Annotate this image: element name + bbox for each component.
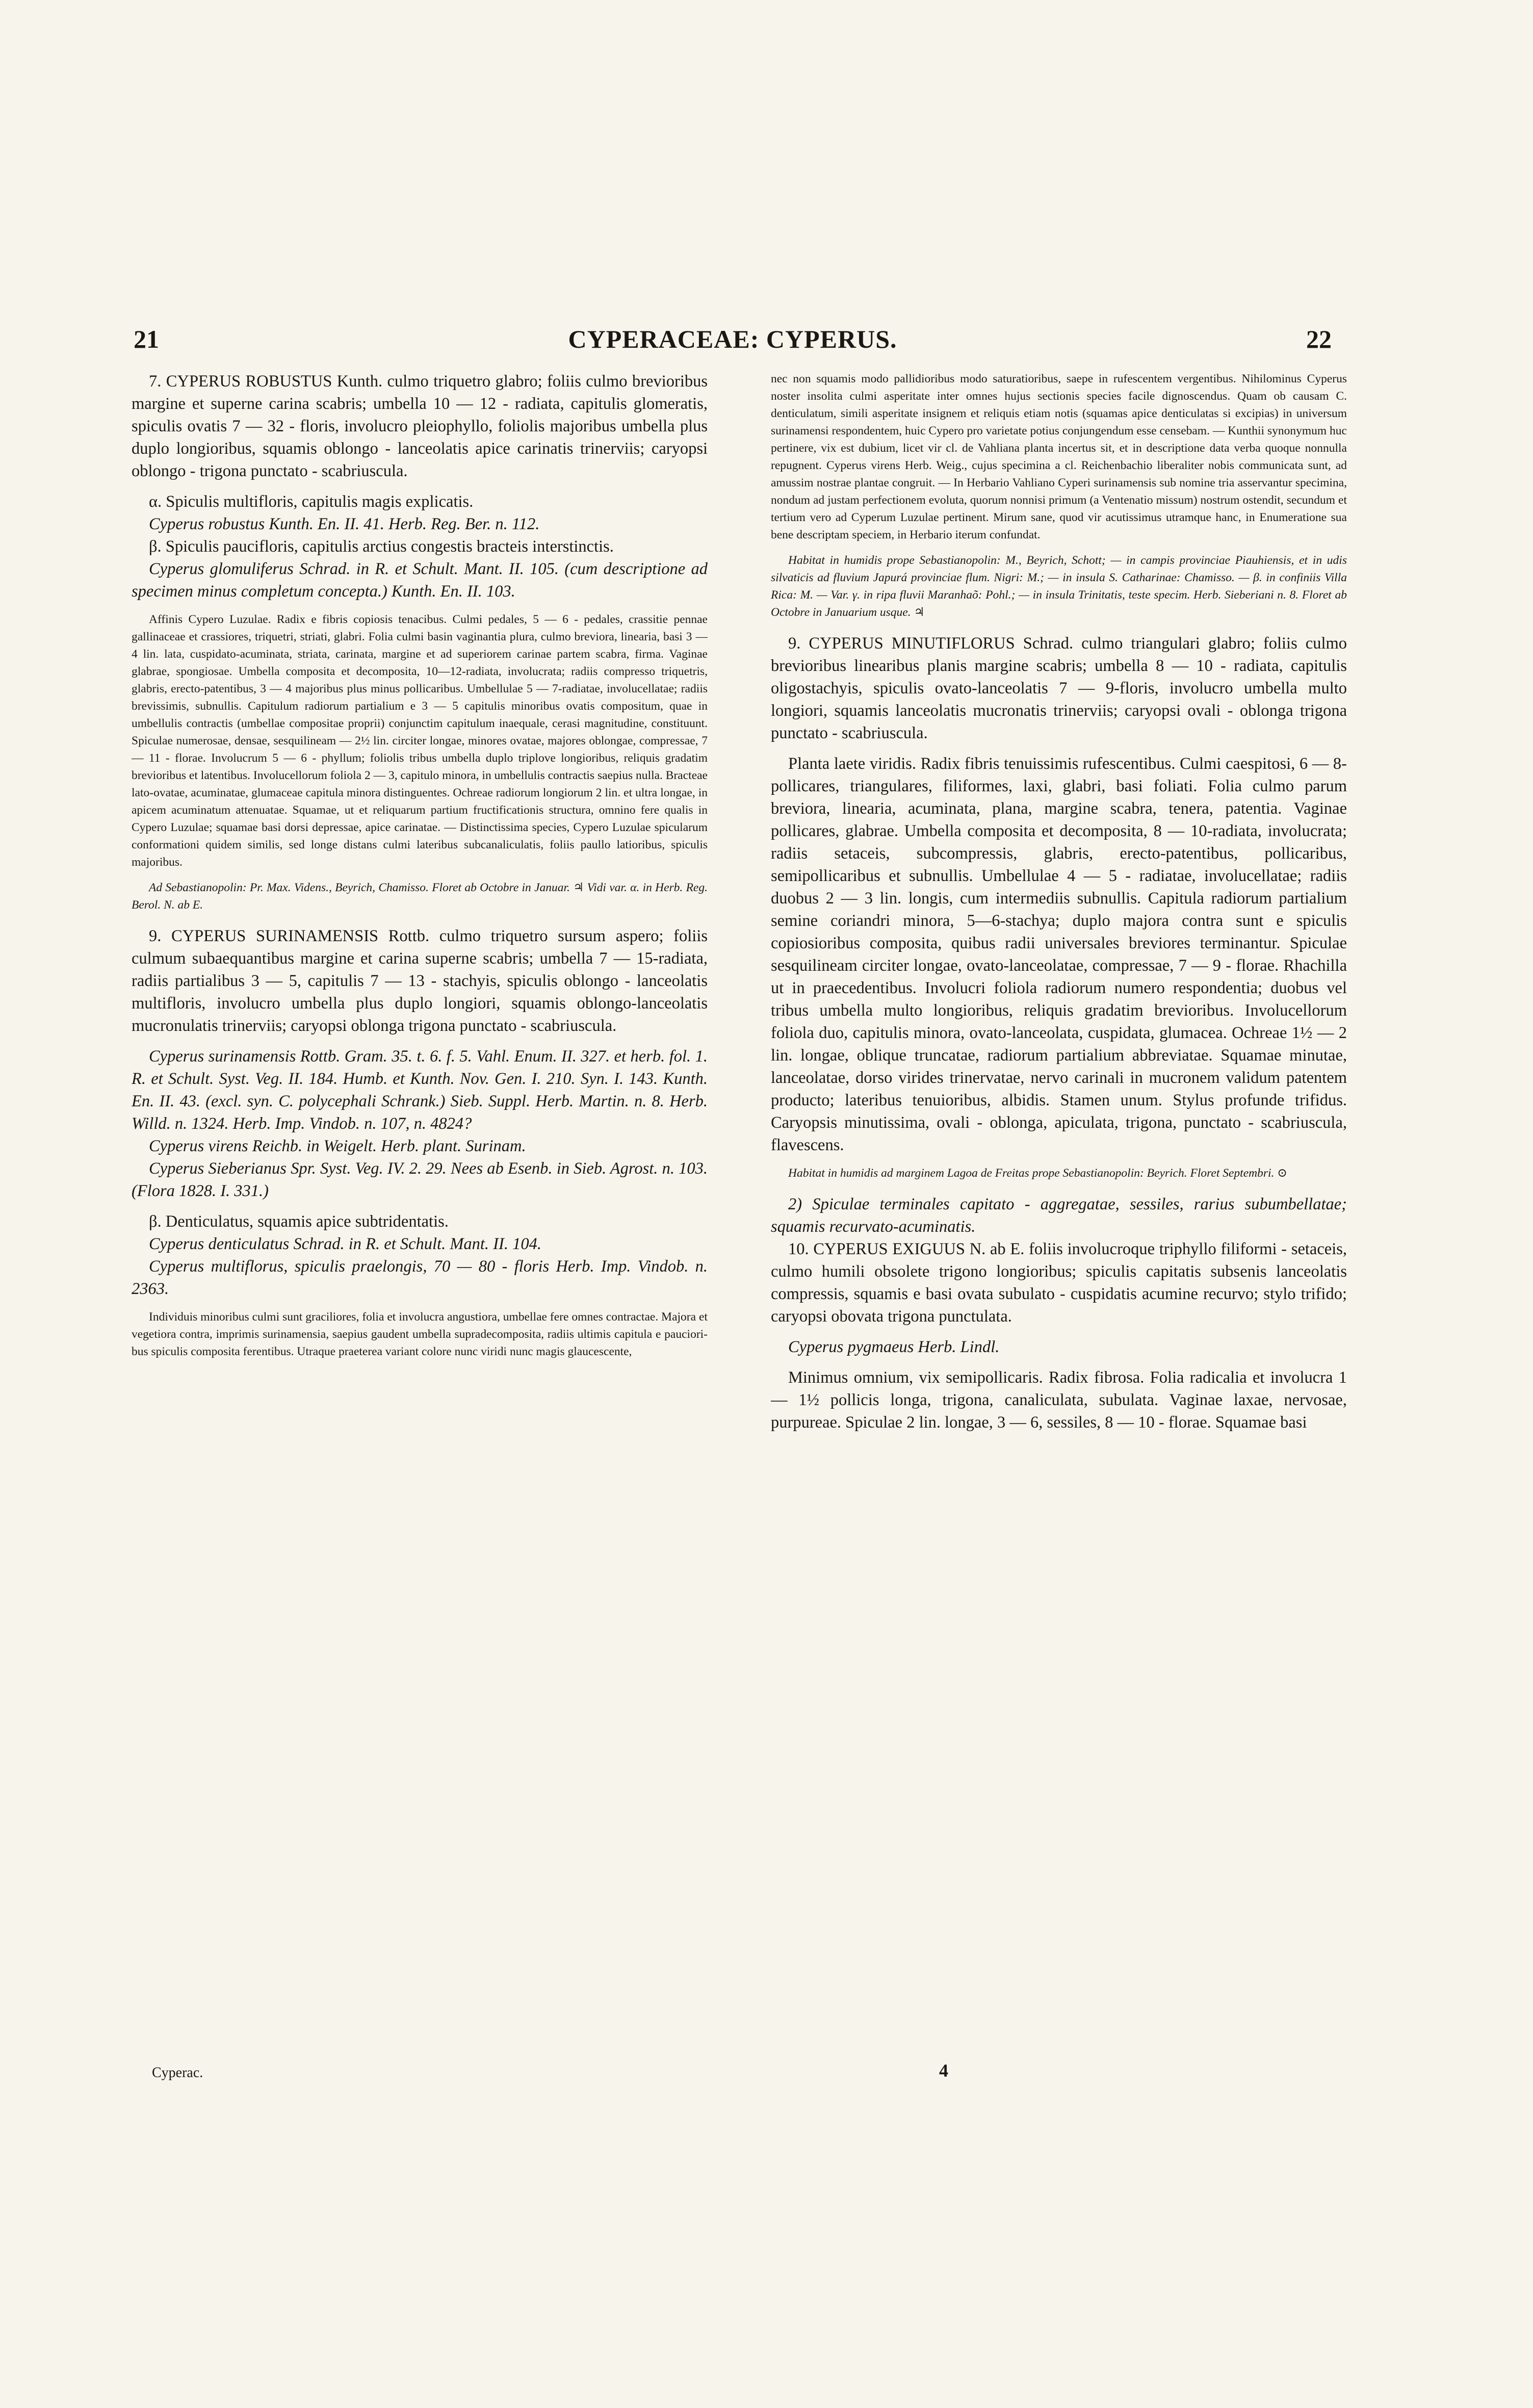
description-minutiflorus: Planta laete viridis. Radix fibris tenuissimis rufescentibus. Culmi caespitosi, 6 — 8-pollicares, triangulares, filiformes, laxi, glabri, basi foliati. Folia culmo parum breviora, linearia, acuminata, plana, margine scabra, tenera, patentia. Vaginae pollicares, glabrae. Umbella composita et decomposita, 8 — 10-radiata, involucrata; radiis setaceis, subcompressis, glabris, erecto-patentibus, pollicaribus, semipollicaribus et subnullis. Umbellulae 4 — 5 - radiatae, involucellatae; radiis duobus 2 — 3 lin. longis, cum intermediis subnullis. Capitula radiorum partialium semine coriandri minora, 5—6-stachya; duplo majora contra sunt e spiculis copiosioribus composita, quibus radii universales breviores terminantur. Spiculae sesquilineam circiter longae, ovato-lanceolatae, compressae, 7 — 9 - florae. Rhachilla ut in praecedentibus. Involucri foliola radiorum numero respondentia; duobus vel tribus umbella multo longioribus, reliquis gradatim brevioribus. Involucellorum foliola duo, capitulis minora, ovato-lanceolata, cuspidata, glumacea. Ochreae 1½ — 2 lin. longae, oblique truncatae, radiorum partialium abbreviatae. Squamae minutae, lanceolatae, dorso virides trinervatae, nervo carinali in mucronem validum patentem producto; lateribus tenuioribus, albidis. Stamen unum. Stylus profunde trifidus. Caryopsis minutissima, ovali - oblonga, apiculata, trigona, punctato - scabriuscula, flavescens. — [771, 755, 1347, 1154]
description-surinamensis-end: nec non squamis modo pallidioribus modo saturatioribus, saepe in rufescentem vergentibus. Nihilominus Cyperus noster insolita culmi asperitate inter omnes hujus sectionis species facile dignoscendus. Quam ob causam C. denticulatum, simili asperitate insignem et reliquis etiam notis (squamas apice denticulatas si excipias) in universum surinamensi respondentem, huic Cypero pro varietate potius conjungendum esse censebam. — Kunthii synonymum huc pertinere, vix est dubium, licet vir cl. de Vahliana planta incertus sit, et in descriptione data verba quoque nonnulla repugnent. Cyperus virens Herb. Weig., cujus specimina a cl. Reichenbachio liberaliter nobis communicata sunt, ad amussim nostrae plantae congruit. — In Herbario Vahliano Cyperi surinamensis sub nomine tria asservantur specimina, nondum ad justam perfectionem evoluta, quorum nonnisi primum (a Ventenatio missum) nostrum ostendit, secundum et tertium vero ad Cyperum Luzulae pertinent. Mirum sane, quod vir acutissimus utramque hanc, in Enumeratione sua bene descriptam speciem, in Herbario iterum confundat. — [771, 372, 1347, 541]
description-exiguus: Minimus omnium, vix semipollicaris. Radix fibrosa. Folia radicalia et involucra 1 — 1½ pollicis longa, trigona, canaliculata, subulata. Vaginae laxae, nervosae, purpureae. Spiculae 2 lin. longae, 3 — 6, sessiles, 8 — 10 - florae. Squamae basi — [771, 1368, 1347, 1432]
synonymy-surinamensis: Cyperus surinamensis Rottb. Gram. 35. t. 6. f. 5. Vahl. Enum. II. 327. et herb. fol. 1. R. et Schult. Syst. Veg. II. 184. Humb. et Kunth. Nov. Gen. I. 210. Syn. I. 143. Kunth. En. II. 43. (excl. syn. C. polycephali Schrank.) Sieb. Suppl. Herb. Martin. n. 8. Herb. Willd. n. 1324. Herb. Imp. Vindob. n. 107, n. 4824? — [132, 1047, 708, 1133]
habitat-robustus: Ad Sebastianopolin: Pr. Max. Videns., Beyrich, Chamisso. Floret ab Octobre in Januar. ♃ Vidi var. α. in Herb. Reg. Berol. N. ab E. — [132, 881, 708, 912]
species-diagnosis-exiguus: 10. CYPERUS EXIGUUS N. ab E. foliis involucroque triphyllo filiformi - setaceis, culmo humili obsolete trigono longioribus; spiculis capitatis subsenis lanceolatis compressis, squamis e basi ovata subulato - cuspidatis acumine recurvo; stylo trifido; caryopsi obovata trigona punctulata. — [771, 1240, 1347, 1326]
left-column — [132, 370, 708, 2053]
synonym-multiflorus: Cyperus multiflorus, spiculis praelongis, 70 — 80 - floris Herb. Imp. Vindob. n. 2363. — [132, 1257, 708, 1298]
running-title: CYPERACEAE: CYPERUS. — [568, 325, 897, 353]
description-robustus: Affinis Cypero Luzulae. Radix e fibris copiosis tenacibus. Culmi pedales, 5 — 6 - pedales, crassitie pennae gallinaceae et crassiores, triquetri, striati, glabri. Folia culmi basin vaginantia plura, culmo breviora, linearia, basi 3 — 4 lin. lata, cuspidato-acuminata, striata, carinata, margine et ad superiorem carinae partem scabra, firma. Vaginae glabrae, spongiosae. Umbella composita et decomposita, 10—12-radiata, involucrata; radiis compresso triquetris, glabris, erecto-patentibus, 3 — 4 majoribus plus minus pollicaribus. Umbellulae 5 — 7-radiatae, involucellatae; radiis brevissimis, subnullis. Capitulum radiorum partialium e 3 — 5 capitulis minoribus ovatis compositum, quae in umbellulis contractis (umbellae compositae proprii) conjunctim capitulum inaequale, cerasi magnitudine, constituunt. Spiculae numerosae, densae, sesquilineam — 2½ lin. circiter longae, minores ovatae, majores oblongae, compressae, 7 — 11 - florae. Involucrum 5 — 6 - phyllum; foliolis tribus umbella duplo triplove longioribus, reliquis gradatim brevioribus et latentibus. Involucellorum foliola 2 — 3, capitulo minora, in umbellulis contractis saepius nulla. Bracteae lato-ovatae, acuminatae, glumaceae capitula minora distinguentes. Ochreae radiorum longiorum 2 lin. et ultra longae, in apicem acuminatum attenuatae. Squamae, ut et reliquarum partium fructificationis structura, omnino fere qualis in Cypero Luzulae; squamae basi dorsi depressae, apice carinatae. — Distinctissima species, Cypero Luzulae spicularum conformationi quidem similis, sed longe distans culmi lateribus subcanaliculatis, foliis paullo latioribus, spiculis majoribus. — [132, 613, 708, 869]
synonym-denticulatus: Cyperus denticulatus Schrad. in R. et Schult. Mant. II. 104. — [149, 1235, 541, 1253]
signature-number: 4 — [939, 2060, 948, 2081]
variety-beta: β. Spiculis paucifloris, capitulis arctius congestis bracteis interstinctis. — [149, 537, 614, 556]
species-diagnosis-robustus: 7. CYPERUS ROBUSTUS Kunth. culmo triquetro glabro; foliis culmo brevioribus margine et superne carina scabris; umbella 10 — 12 - radiata, capitulis glomeratis, spiculis ovatis 7 — 32 - floris, involucro pleiophyllo, foliolis majoribus umbella plus duplo longioribus, squamis oblongo - lanceolatis apice carinatis trinerviis; caryopsi oblongo - trigona punctato - scabriuscula. — [132, 372, 708, 480]
species-diagnosis-minutiflorus: 9. CYPERUS MINUTIFLORUS Schrad. culmo triangulari glabro; foliis culmo brevioribus linearibus planis margine scabris; umbella 8 — 10 - radiata, capitulis oligostachyis, spiculis ovato-lanceolatis 7 — 9-floris, involucro umbella multo longiori, squamis lanceolatis mucronatis trinerviis; caryopsi ovali - oblonga trigona punctato - scabriuscula. — [771, 634, 1347, 742]
synonym-pygmaeus: Cyperus pygmaeus Herb. Lindl. — [788, 1338, 1000, 1356]
page-number-left: 21 — [134, 325, 159, 353]
page-header — [134, 324, 1332, 357]
page-number-right: 22 — [1306, 325, 1332, 353]
synonym-sieberianus: Cyperus Sieberianus Spr. Syst. Veg. IV. 2. 29. Nees ab Esenb. in Sieb. Agrost. n. 103. (Flora 1828. I. 331.) — [132, 1159, 708, 1200]
species-diagnosis-surinamensis: 9. CYPERUS SURINAMENSIS Rottb. culmo triquetro sursum aspero; foliis culmum subaequantibus margine et carina superne scabris; umbella 7 — 15-radiata, radiis partialibus 3 — 5, capitulis 7 — 13 - stachyis, spiculis oblongo - lanceolatis multifloris, involucro umbella plus duplo longiori, squamis oblongo-lanceolatis mucronulatis trinerviis; caryopsi oblonga trigona punctato - scabriuscula. — [132, 927, 708, 1035]
habitat-minutiflorus: Habitat in humidis ad marginem Lagoa de Freitas prope Sebastianopolin: Beyrich. Floret Septembri. ⊙ — [788, 1167, 1287, 1180]
section-heading-2: 2) Spiculae terminales capitato - aggregatae, sessiles, rarius subumbellatae; squamis recurvato-acuminatis. — [771, 1195, 1347, 1236]
synonym-glomuliferus: Cyperus glomuliferus Schrad. in R. et Schult. Mant. II. 105. (cum descriptione ad specimen minus completum concepta.) Kunth. En. II. 103. — [132, 560, 708, 601]
right-column — [771, 370, 1347, 2053]
signature-mark: Cyperac. — [152, 2065, 203, 2081]
synonym-virens: Cyperus virens Reichb. in Weigelt. Herb. plant. Surinam. — [149, 1137, 526, 1155]
habitat-surinamensis: Habitat in humidis prope Sebastianopolin: M., Beyrich, Schott; — in campis provinciae Piauhiensis, et in udis silvaticis ad fluvium Japurá provinciae flum. Nigri: M.; — in insula S. Catharinae: Chamisso. — β. in confiniis Villa Rica: M. — Var. γ. in ripa fluvii Maranhaõ: Pohl.; — in insula Trinitatis, teste specim. Herb. Sieberiani n. 8. Floret ab Octobre in Januarium usque. ♃ — [771, 554, 1347, 619]
description-surinamensis-start: Individuis minoribus culmi sunt graciliores, folia et involucra angustiora, umbellae fere omnes contractae. Majora et vegetiora contra, imprimis surinamensia, saepius gaudent umbella supradecomposita, radiis ultimis capitula e paucioribus spiculis composita ferentibus. Utraque praeterea variant colore nunc viridi nunc magis glaucescente, — [132, 1310, 708, 1358]
variety-alpha: α. Spiculis multifloris, capitulis magis explicatis. — [149, 493, 474, 511]
synonym-robustus: Cyperus robustus Kunth. En. II. 41. Herb. Reg. Ber. n. 112. — [149, 515, 540, 533]
variety-beta-denticulatus: β. Denticulatus, squamis apice subtridentatis. — [149, 1212, 449, 1231]
